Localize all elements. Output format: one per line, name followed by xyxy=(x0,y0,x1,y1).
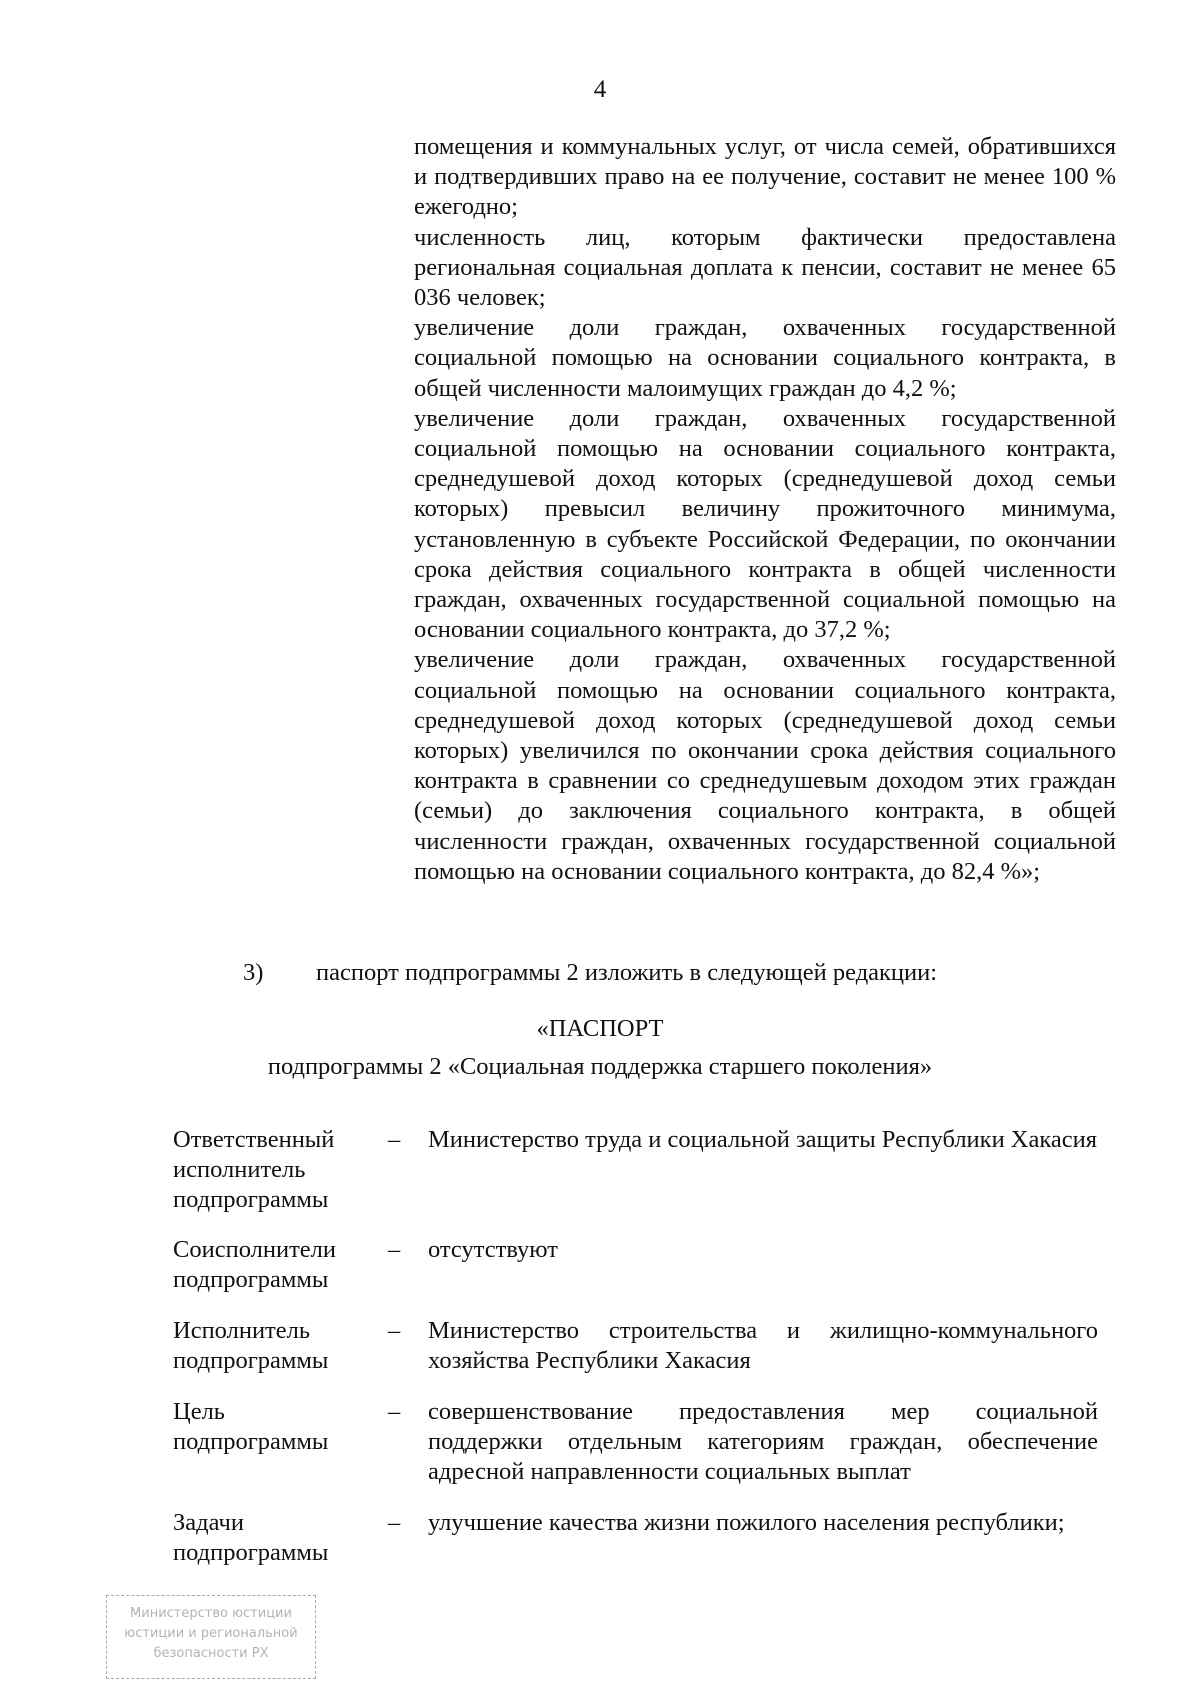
item-3-number: 3) xyxy=(243,959,264,986)
passport-row-dash: – xyxy=(388,1126,401,1153)
passport-row-label: Соисполнители подпрограммы xyxy=(173,1236,336,1293)
passport-row-value: отсутствуют xyxy=(428,1236,558,1263)
passport-row-dash: – xyxy=(388,1236,401,1263)
stamp-line: безопасности РХ xyxy=(153,1646,269,1661)
passport-row-label: Исполнитель подпрограммы xyxy=(173,1317,329,1374)
item-3-text: паспорт подпрограммы 2 изложить в следующей редакции: xyxy=(316,959,938,986)
passport-row-value: Министерство строительства и жилищно-коммунального хозяйства Республики Хакасия xyxy=(428,1317,1098,1374)
continuation-paragraph: помещения и коммунальных услуг, от числа семей, обратившихся и подтвердивших право на ее получение, составит не менее 100 % ежегодно; xyxy=(414,133,1116,221)
continuation-paragraph: увеличение доли граждан, охваченных государственной социальной помощью на основании социального контракта, среднедушевой доход которых (среднедушевой доход семьи которых) превысил величину прожиточного минимума, установленную в субъекте Российской Федерации, по окончании срока действия социального контракта в общей численности граждан, охваченных государственной социальной помощью на основании социального контракта, до 37,2 %; xyxy=(414,404,1116,644)
passport-subtitle: подпрограммы 2 «Социальная поддержка старшего поколения» xyxy=(267,1053,933,1080)
passport-row-dash: – xyxy=(388,1509,401,1536)
continuation-paragraph: увеличение доли граждан, охваченных государственной социальной помощью на основании социального контракта, в общей численности малоимущих граждан до 4,2 %; xyxy=(414,314,1116,402)
continuation-paragraph: численность лиц, которым фактически предоставлена региональная социальная доплата к пенсии, составит не менее 65 036 человек; xyxy=(414,223,1116,312)
stamp-line: юстиции и региональной xyxy=(124,1626,298,1641)
stamp-line: Министерство юстиции xyxy=(130,1606,292,1621)
continuation-block xyxy=(414,132,1116,887)
registration-stamp xyxy=(106,1595,316,1679)
passport-row-dash: – xyxy=(388,1317,401,1344)
passport-row-dash: – xyxy=(388,1398,401,1425)
passport-row-value: улучшение качества жизни пожилого населения республики; xyxy=(428,1509,1065,1536)
passport-title: «ПАСПОРТ xyxy=(536,1015,664,1042)
passport-row-label: Цель подпрограммы xyxy=(173,1398,329,1455)
continuation-paragraph: увеличение доли граждан, охваченных государственной социальной помощью на основании социального контракта, среднедушевой доход которых (среднедушевой доход семьи которых) увеличился по окончании срока действия социального контракта в сравнении со среднедушевым доходом этих граждан (семьи) до заключения социального контракта, в общей численности граждан, охваченных государственной социальной помощью на основании социального контракта, до 82,4 %»; xyxy=(414,646,1116,885)
passport-row-value: Министерство труда и социальной защиты Республики Хакасия xyxy=(428,1126,1098,1153)
page-number: 4 xyxy=(593,76,607,103)
passport-row-label: Ответственный исполнитель подпрограммы xyxy=(173,1126,335,1213)
passport-row-value: совершенствование предоставления мер социальной поддержки отдельным категориям граждан, обеспечение адресной направленности социальных выплат xyxy=(428,1398,1098,1485)
passport-row-label: Задачи подпрограммы xyxy=(173,1509,329,1566)
